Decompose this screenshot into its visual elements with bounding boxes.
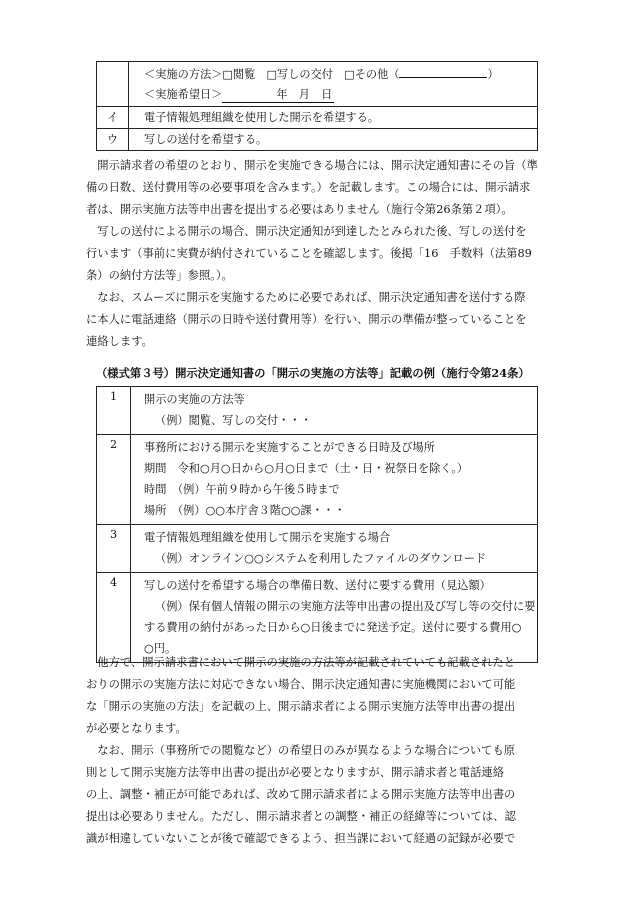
row-content: [131, 435, 538, 525]
row-content: [131, 387, 538, 435]
row-number: 1: [97, 387, 131, 435]
text-line: 写しの送付による開示の場合、開示決定通知が到達したとみられた後、写しの送付を: [86, 225, 527, 238]
text-line: 写しの送付を希望する場合の準備日数、送付に要する費用（見込額）: [144, 579, 491, 592]
text-line: 時間 （例）午前９時から午後５時まで: [144, 483, 340, 496]
text-line: する費用の納付があった日から○日後までに発送予定。送付に要する費用○: [144, 621, 522, 634]
text-line: 行います（事前に実費が納付されていることを確認します。後掲「16 手数料（法第89: [86, 247, 532, 260]
text-line: おりの開示の実施方法に対応できない場合、開示決定通知書に実施機関において可能: [86, 678, 516, 691]
request-method-table: [96, 61, 538, 151]
table-cell-text: 写しの送付を希望する。: [129, 129, 538, 151]
text-line: （例）保有個人情報の開示の実施方法等申出書の提出及び写し等の交付に要: [155, 600, 536, 613]
example-table: [96, 386, 538, 663]
table-cell-method: [129, 62, 538, 107]
text-line: 期間 令和○月○日から○月○日まで（土・日・祝祭日を除く。）: [144, 462, 469, 475]
text-line: が必要となります。: [86, 722, 187, 735]
table-cell-key: [97, 62, 129, 107]
text-line: 他方で、開示請求書において開示の実施の方法等が記載されていても記載されたと: [86, 656, 516, 669]
table-cell-text: 電子情報処理組織を使用した開示を希望する。: [129, 107, 538, 129]
text-line: 提出は必要ありません。ただし、開示請求者との調整・補正の経緯等については、認: [86, 810, 516, 823]
table-cell-key: イ: [97, 107, 129, 129]
text-line: 条）の納付方法等」参照。）。: [86, 269, 233, 282]
text-line: なお、開示（事務所での閲覧など）の希望日のみが異なるような場合についても原: [86, 744, 516, 757]
text-line: 開示の実施の方法等: [144, 393, 245, 406]
text-line: 識が相違していないことが後で確認できるよう、担当課において経過の記録が必要で: [86, 832, 516, 845]
row-number: 2: [97, 435, 131, 525]
text-line: の上、調整・補正が可能であれば、改めて開示請求者による開示実施方法等申出書の: [86, 788, 516, 801]
text-line: に本人に電話連絡（開示の日時や送付費用等）を行い、開示の準備が整っていることを: [86, 313, 527, 326]
table-row: [97, 387, 538, 435]
text-line: （例）オンライン○○システムを利用したファイルのダウンロード: [155, 552, 487, 565]
text-line: 則として開示実施方法等申出書の提出が必要となりますが、開示請求者と電話連絡: [86, 766, 504, 779]
text-line: 連絡します。: [86, 335, 153, 348]
text-line: 開示請求者の希望のとおり、開示を実施できる場合には、開示決定通知書にその旨（準: [86, 159, 538, 172]
text-line: ○円。: [144, 642, 177, 655]
row-number: 4: [97, 573, 131, 663]
table-cell-key: ウ: [97, 129, 129, 151]
text-line: 場所 （例）○○本庁舎３階○○課・・・: [144, 504, 346, 517]
text-line: 電子情報処理組織を使用して開示を実施する場合: [144, 531, 391, 544]
body-paragraph-2: [86, 652, 556, 850]
date-line: ＜実施希望日＞ 年 月 日: [144, 88, 333, 101]
text-line: なお、スムーズに開示を実施するために必要であれば、開示決定通知書を送付する際: [86, 291, 526, 304]
row-content: [131, 573, 538, 663]
table-caption: （様式第３号）開示決定通知書の「開示の実施の方法等」記載の例（施行令第24条）: [96, 366, 530, 380]
table-row: [97, 573, 538, 663]
row-number: 3: [97, 525, 131, 573]
table-row: [97, 435, 538, 525]
text-line: な「開示の実施の方法」を記載の上、開示請求者による開示実施方法等申出書の提出: [86, 700, 516, 713]
text-line: 者は、開示実施方法等申出書を提出する必要はありません（施行令第26条第２項）。: [86, 203, 513, 216]
body-paragraph-1: [86, 155, 556, 353]
row-content: [131, 525, 538, 573]
method-line: ＜実施の方法＞□閲覧 □写しの交付 □その他（ ）: [144, 63, 537, 84]
text-line: （例）閲覧、写しの交付・・・: [155, 414, 312, 427]
text-line: 備の日数、送付費用等の必要事項を含みます。）を記載します。この場合には、開示請求: [86, 181, 531, 194]
table-row: [97, 525, 538, 573]
text-line: 事務所における開示を実施することができる日時及び場所: [144, 441, 435, 454]
